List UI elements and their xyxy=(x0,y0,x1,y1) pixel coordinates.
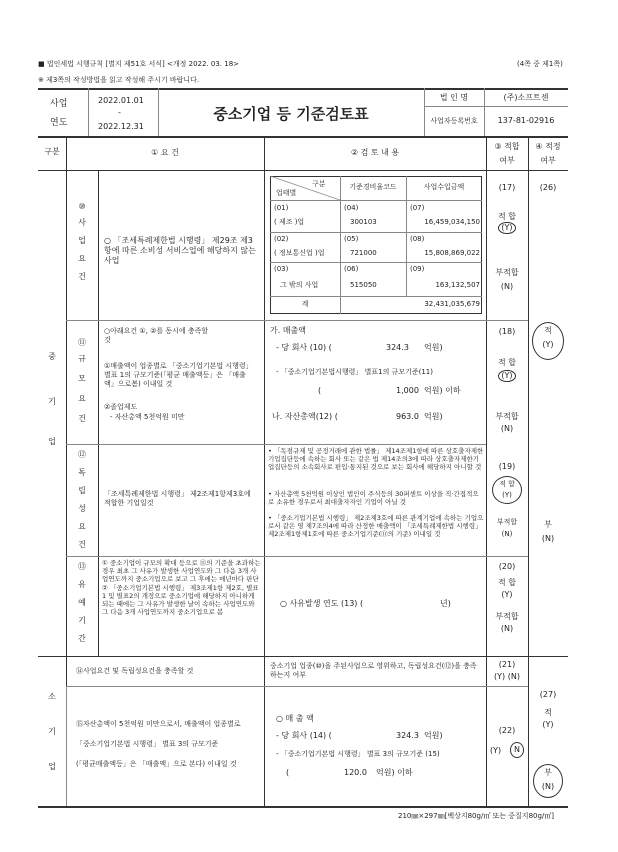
row3-rev-b: • 자산총액 5천억원 이상인 법인이 주식등의 30퍼센트 이상을 직·간접적으로 소유한 경우로서 최대출자자인 기업이 아닐 것 xyxy=(268,490,479,507)
row3-fit-n: (N) xyxy=(501,530,513,538)
inner-head-income: 사업수입금액 xyxy=(423,183,465,191)
page-note: (4쪽 중 제1쪽) xyxy=(517,60,563,68)
period-end: 2022.12.31 xyxy=(98,122,144,131)
r2-n3: (08) xyxy=(410,235,425,243)
row6-col4-no: (27) xyxy=(539,690,557,699)
row1-label-3: 요 xyxy=(78,254,86,263)
row3-requirement: 「조세특례제한법 시행령」 제2조제1항제3호에 적합한 기업일것 xyxy=(104,490,251,507)
row3-col4-b: (N) xyxy=(541,534,555,543)
row2-rev-b: - 당 회사 (10) ( xyxy=(276,343,332,352)
r1-name: ( 제조 )업 xyxy=(274,218,305,226)
r3-name: 그 밖의 사업 xyxy=(280,281,319,289)
row1-label-1: 사 xyxy=(78,218,86,227)
inner-head-code: 기준경비율코드 xyxy=(349,183,397,191)
rule-reference: ■ 법인세법 시행규칙 [별지 제51호 서식] <개정 2022. 03. 18> xyxy=(38,60,240,68)
row2-label-4: 건 xyxy=(78,414,86,423)
row3-fit-y: (Y) xyxy=(502,491,512,499)
total-amount: 32,431,035,679 xyxy=(424,300,480,308)
r3-amount: 163,132,507 xyxy=(435,281,480,289)
row4-label-num: ⑬ xyxy=(78,562,86,571)
row6-rev-d-open: ( xyxy=(286,768,290,777)
r2-amount: 15,808,869,022 xyxy=(424,249,480,257)
row4-fit-no: (20) xyxy=(498,562,516,571)
header-requirement: ① 요 건 xyxy=(151,148,179,157)
row2-label-1: 규 xyxy=(78,354,86,363)
r1-code: 300103 xyxy=(350,218,377,226)
row2-rev-e: 나. 자산총액(12) ( xyxy=(272,412,338,421)
r3-n3: (09) xyxy=(410,265,425,273)
row1-col4: (26) xyxy=(539,183,557,192)
row6-req-c: (「평균매출액등」은 「매출액」으로 본다) 이내일 것 xyxy=(76,760,237,768)
section-small-3: 업 xyxy=(48,762,56,771)
row4-fit-n: (N) xyxy=(500,624,514,633)
row2-fit-no: (18) xyxy=(498,327,516,336)
row6-rev-d-val: 120.0 xyxy=(344,768,367,777)
row6-req-a: ⑮자산총액이 5천억원 미만으로서, 매출액이 업종별로 xyxy=(76,720,241,728)
row3-label-num: ⑫ xyxy=(78,450,86,459)
row2-req-d: - 자산총액 5천억원 미만 xyxy=(110,413,185,421)
row2-req-a: ○아래요건 ①, ②를 동시에 충족할 것 xyxy=(104,327,209,344)
row2-label-num: ⑪ xyxy=(78,338,86,347)
row6-col4-d: (N) xyxy=(541,782,555,791)
header-gubun: 구분 xyxy=(44,147,60,156)
row2-rev-b-unit: 억원) xyxy=(424,343,443,352)
header-fit3-a: ③ 적합 xyxy=(494,142,520,151)
r1-n2: (04) xyxy=(344,204,359,212)
r3-n2: (06) xyxy=(344,265,359,273)
row2-col4-b: (Y) xyxy=(542,340,554,349)
row2-req-c: ②졸업제도 xyxy=(104,403,138,411)
r3-n1: (03) xyxy=(274,265,289,273)
period-start: 2022.01.01 xyxy=(98,96,144,105)
row2-rev-d-open: ( xyxy=(318,386,322,395)
r2-n2: (05) xyxy=(344,235,359,243)
row6-fit-y: (Y) xyxy=(490,746,502,755)
section-sme-2: 기 xyxy=(48,397,56,406)
row2-rev-d-unit: 억원) 이하 xyxy=(424,386,461,395)
row2-rev-e-val: 963.0 xyxy=(396,412,419,421)
row3-rev-c: • 「중소기업기본법 시행령」 제2조제3호에 따른 관계기업에 속하는 기업으로서 같은 영 제7조의4에 따라 산정한 매출액이 「조세특례제한법 시행령」 제2조제1항제1호에 따른 중소기업기준(⑪의 기준) 이내일 것 xyxy=(268,514,484,539)
row2-fit-n: (N) xyxy=(500,424,514,433)
row2-fit-y: (Y) xyxy=(486,370,528,382)
inner-head-gubun: 구분 xyxy=(312,180,326,188)
row2-rev-d-val: 1,000 xyxy=(396,386,419,395)
year-label-2: 연도 xyxy=(50,118,68,128)
row6-fit-no: (22) xyxy=(498,726,516,735)
row6-col4-b: (Y) xyxy=(542,720,554,729)
row4-rev-unit: 년) xyxy=(440,599,451,608)
reg-no-label: 사업자등록번호 xyxy=(430,117,478,125)
row4-label-3: 기 xyxy=(78,616,86,625)
row2-col4-a: 적 xyxy=(544,326,552,335)
r1-n1: (01) xyxy=(274,204,289,212)
row5-fit-no: (21) xyxy=(498,660,516,669)
row1-requirement: ○ 「조세특례제한법 시행령」 제29조 제3항에 따른 소비성 서비스업에 해당하지 않는 사업 xyxy=(104,236,256,265)
row4-fit-y: (Y) xyxy=(501,590,513,599)
row3-label-3: 성 xyxy=(78,504,86,513)
row5-fit-yn: (Y) (N) xyxy=(494,672,520,681)
section-sme-1: 중 xyxy=(48,352,56,361)
row5-rev: 중소기업 업종(⑩)을 주된사업으로 영위하고, 독립성요건(⑫)을 충족하는지 여부 xyxy=(270,662,477,679)
row4-requirement: ① 중소기업이 규모의 확대 등으로 ⑪의 기준을 초과하는 경우 최초 그 사유가 발생한 사업연도와 그 다음 3개 사업연도까지 중소기업으로 보고 그 후에는 매년마다 판단 ② 「중소기업기본법 시행령」 제3조제1항 제2호, 별표1 및 별표2의 개정으로 중소기업에 해당하지 아니하게 되는 때에는 그 사유가 발생한 날이 속하는 사업연도와 그 다음 3개 사업연도까지 중소기업으로 봄 xyxy=(102,559,261,617)
row6-rev-d-unit: 억원) 이하 xyxy=(376,768,413,777)
row6-fit-n: N xyxy=(510,742,524,758)
section-small-2: 기 xyxy=(48,727,56,736)
inner-head-type: 업태별 xyxy=(276,189,297,197)
row3-fit-nolabel: 부적합 xyxy=(496,518,518,526)
form-title: 중소기업 등 기준검토표 xyxy=(213,105,369,123)
row6-col4-a: 적 xyxy=(544,708,552,717)
row2-fit-nolabel: 부적합 xyxy=(495,412,519,421)
row3-label-5: 건 xyxy=(78,540,86,549)
row6-rev-b-unit: 억원) xyxy=(424,731,443,740)
row1-fit-n: (N) xyxy=(500,282,514,291)
row4-fit-yes: 적 합 xyxy=(498,578,516,587)
row4-label-2: 예 xyxy=(78,598,86,607)
row2-req-b: ①매출액이 업종별로 「중소기업기본법 시행령」 별표 1의 규모기준(「평균 매출액등」은 「매출액」으로봄) 이내일 것 xyxy=(104,362,253,388)
row2-fit-yes: 적 합 xyxy=(498,358,516,367)
row6-rev-a: ○ 매 출 액 xyxy=(276,714,314,723)
instruction-note: ※ 제3쪽의 작성방법을 읽고 작성해 주시기 바랍니다. xyxy=(38,76,200,84)
r2-code: 721000 xyxy=(350,249,377,257)
row5-requirement: ⑭사업요건 및 독립성요건을 충족할 것 xyxy=(76,667,194,675)
row6-rev-b: - 당 회사 (14) ( xyxy=(276,731,332,740)
row1-label-2: 업 xyxy=(78,236,86,245)
total-label: 계 xyxy=(301,300,309,308)
row2-rev-b-val: 324.3 xyxy=(386,343,409,352)
row1-fit-yes: 적 합 xyxy=(498,212,516,221)
r1-n3: (07) xyxy=(410,204,425,212)
row2-rev-e-unit: 억원) xyxy=(424,412,443,421)
row3-rev-a: • 「독점규제 및 공정거래에 관한 법률」 제14조제1항에 따른 상호출자제한기업집단등에 속하는 회사 또는 같은 법 제14조의3에 따라 상호출자제한기업집단등의 소속회사로 편입·통지된 것으로 보는 회사에 해당하지 아니할 것 xyxy=(268,447,484,472)
reg-no: 137-81-02916 xyxy=(497,116,555,125)
header-review: ② 검 토 내 용 xyxy=(350,148,400,157)
row3-label-4: 요 xyxy=(78,522,86,531)
row2-label-3: 요 xyxy=(78,394,86,403)
row6-rev-b-val: 324.3 xyxy=(396,731,419,740)
row1-label-4: 건 xyxy=(78,272,86,281)
corp-name-label: 법 인 명 xyxy=(439,93,469,102)
r3-code: 515050 xyxy=(350,281,377,289)
row3-fit-no: (19) xyxy=(498,462,516,471)
row3-label-2: 립 xyxy=(78,486,86,495)
row6-col4-c: 부 xyxy=(544,768,552,777)
row3-col4-a: 부 xyxy=(544,520,552,529)
row4-rev: ○ 사유발생 연도 (13) ( xyxy=(280,599,364,608)
row2-label-2: 모 xyxy=(78,374,86,383)
r2-name: ( 정보통신업 )업 xyxy=(274,249,325,257)
row3-fit-yes: 적 합 xyxy=(499,480,515,488)
row4-label-4: 간 xyxy=(78,634,86,643)
r2-n1: (02) xyxy=(274,235,289,243)
header-fit4-a: ④ 적정 xyxy=(535,142,561,151)
row4-fit-nolabel: 부적합 xyxy=(495,612,519,621)
row2-rev-c: - 「중소기업기본법시행령」 별표1의 규모기준(11) xyxy=(276,368,433,376)
header-fit4-b: 여부 xyxy=(540,156,556,165)
row4-label-1: 유 xyxy=(78,580,86,589)
section-small-1: 소 xyxy=(48,692,56,701)
row1-fit-no: (17) xyxy=(498,183,516,192)
paper-spec: 210㎜×297㎜[백상지80g/㎡ 또는 중질지80g/㎡] xyxy=(398,812,555,820)
row1-fit-y: (Y) xyxy=(486,222,528,234)
row6-req-b: 「중소기업기본법 시행령」 별표 3의 규모기준 xyxy=(76,740,219,748)
row3-label-1: 독 xyxy=(78,468,86,477)
r1-amount: 16,459,034,150 xyxy=(424,218,480,226)
period-dash: - xyxy=(118,108,121,117)
row6-rev-c: - 「중소기업기본법 시행령」 별표 3의 규모기준 (15) xyxy=(276,750,440,758)
section-sme-3: 업 xyxy=(48,437,56,446)
row1-label-num: ⑩ xyxy=(78,202,86,211)
header-fit3-b: 여부 xyxy=(499,156,515,165)
row1-fit-nolabel: 부적합 xyxy=(495,268,519,277)
corp-name: (주)소프트센 xyxy=(503,93,549,102)
year-label-1: 사업 xyxy=(50,99,68,109)
row2-rev-a: 가. 매출액 xyxy=(270,326,306,335)
